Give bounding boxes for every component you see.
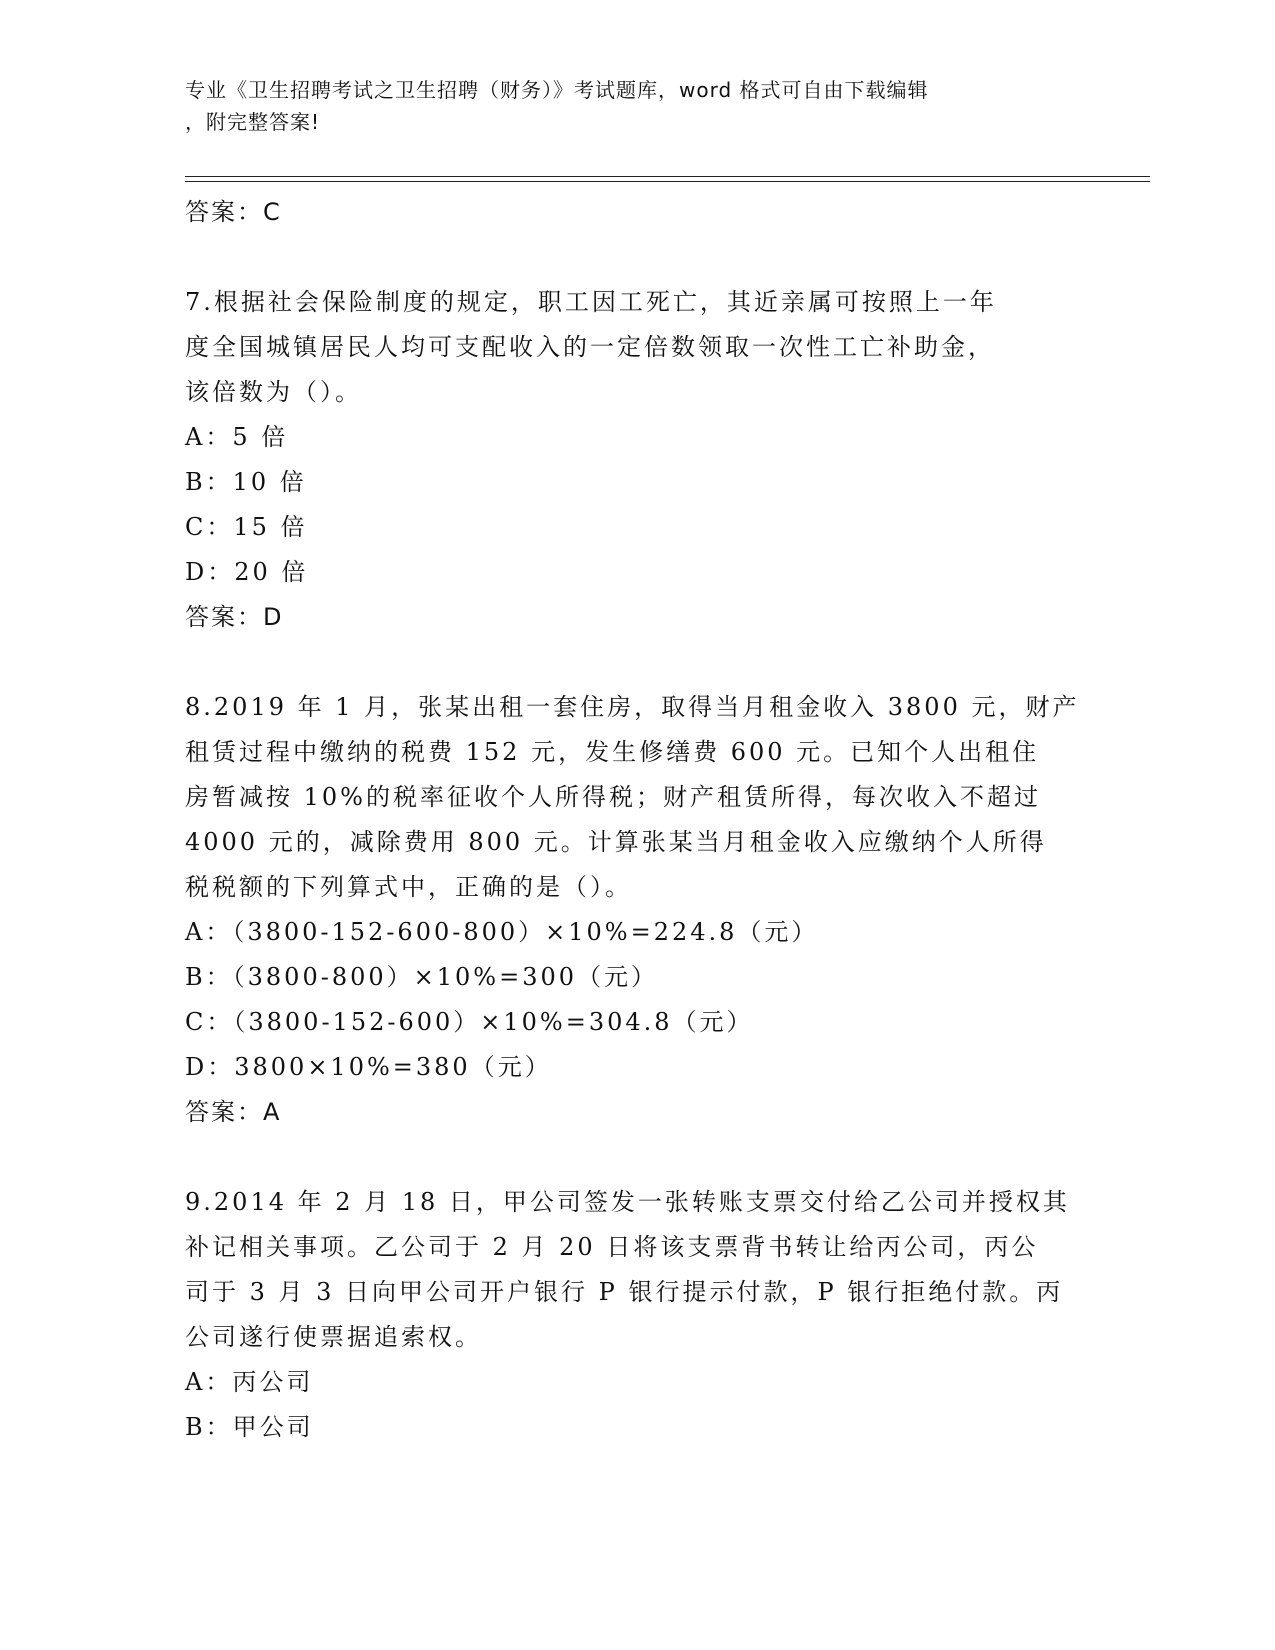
option-c: C：（3800-152-600）×10%=304.8（元）	[185, 1008, 754, 1036]
header-line-1: 专业《卫生招聘考试之卫生招聘（财务）》考试题库，word 格式可自由下载编辑	[185, 78, 929, 102]
option-d: D：3800×10%=380（元）	[185, 1053, 552, 1081]
question-8	[185, 685, 1085, 1135]
answer-label: 答案：A	[185, 1098, 282, 1126]
answer-label: 答案：C	[185, 198, 282, 226]
option-c: C：15 倍	[185, 513, 308, 541]
answer-label: 答案：D	[185, 603, 284, 631]
question-text-line: 8.2019 年 1 月，张某出租一套住房，取得当月租金收入 3800 元，财产	[185, 693, 1080, 721]
question-text-line: 该倍数为（）。	[185, 378, 362, 406]
question-text-line: 9.2014 年 2 月 18 日，甲公司签发一张转账支票交付给乙公司并授权其	[185, 1188, 1070, 1216]
question-text-line: 度全国城镇居民人均可支配收入的一定倍数领取一次性工亡补助金，	[185, 333, 995, 361]
option-b: B：10 倍	[185, 468, 307, 496]
option-b: B：甲公司	[185, 1413, 314, 1441]
question-text-line: 4000 元的，减除费用 800 元。计算张某当月租金收入应缴纳个人所得	[185, 828, 1047, 856]
question-text-line: 司于 3 月 3 日向甲公司开户银行 P 银行提示付款，P 银行拒绝付款。丙	[185, 1278, 1064, 1306]
header-line-2: ，附完整答案!	[185, 110, 321, 134]
option-a: A：5 倍	[185, 423, 289, 451]
question-text-line: 补记相关事项。乙公司于 2 月 20 日将该支票背书转让给丙公司，丙公	[185, 1233, 1039, 1261]
question-text-line: 7.根据社会保险制度的规定，职工因工死亡，其近亲属可按照上一年	[185, 288, 997, 316]
question-9	[185, 1180, 1085, 1450]
option-a: A：丙公司	[185, 1368, 314, 1396]
option-d: D：20 倍	[185, 558, 309, 586]
option-b: B：（3800-800）×10%=300（元）	[185, 963, 659, 991]
question-content	[185, 190, 1085, 1450]
question-text-line: 公司遂行使票据追索权。	[185, 1323, 482, 1351]
question-7	[185, 280, 1085, 640]
option-a: A：（3800-152-600-800）×10%=224.8（元）	[185, 918, 819, 946]
header-divider	[185, 176, 1150, 182]
question-text-line: 租赁过程中缴纳的税费 152 元，发生修缮费 600 元。已知个人出租住	[185, 738, 1040, 766]
question-text-line: 房暂减按 10%的税率征收个人所得税；财产租赁所得，每次收入不超过	[185, 783, 1041, 811]
question-text-line: 税税额的下列算式中，正确的是（）。	[185, 873, 632, 901]
page-header	[185, 74, 1065, 138]
